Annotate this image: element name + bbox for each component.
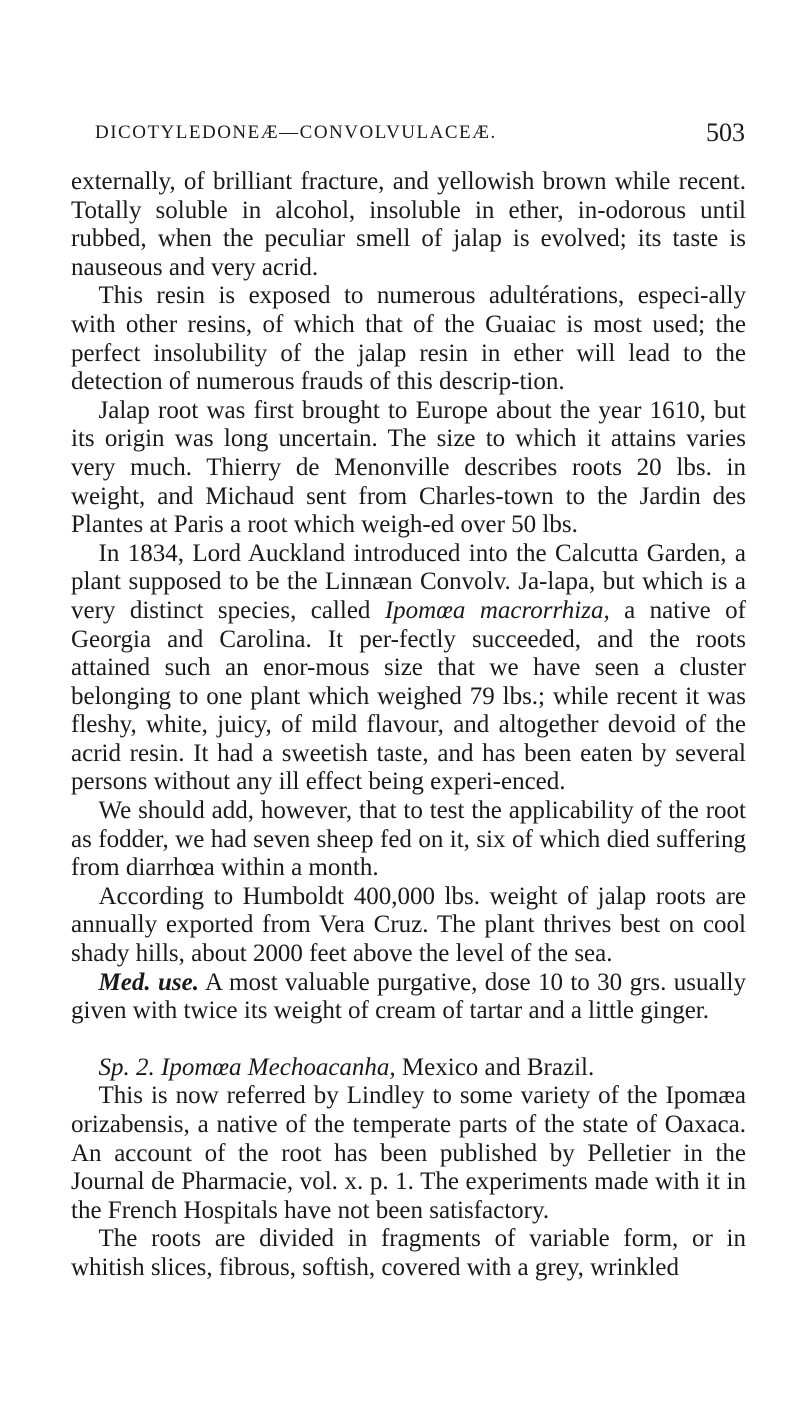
paragraph-text: Mexico and Brazil. xyxy=(395,1053,595,1081)
body-text xyxy=(71,168,746,1283)
page-number: 503 xyxy=(706,118,745,147)
paragraph-roots xyxy=(71,1225,746,1282)
paragraph-text: A most valuable purgative, dose 10 to 30 grs. usually given with twice its weight of cream of tartar and a little ginger. xyxy=(71,968,746,1025)
paragraph-adulterations xyxy=(71,282,746,396)
paragraph-continuation xyxy=(71,168,746,282)
paragraph-jalap-history xyxy=(71,397,746,540)
paragraph-humboldt xyxy=(71,883,746,969)
species-name: Ipomœa Mechoacanha, xyxy=(161,1053,396,1081)
species-number: Sp. 2. xyxy=(98,1053,155,1081)
paragraph-text: According to Humboldt 400,000 lbs. weight of jalap roots are annually exported from Vera Cruz. The plant thrives best on cool shady hills, about 2000 feet above the level of the sea. xyxy=(71,882,746,968)
section-label: Med. use. xyxy=(98,968,199,996)
running-head xyxy=(95,118,745,148)
paragraph-text: The roots are divided in fragments of variable form, or in whitish slices, fibrous, softish, covered with a grey, wrinkled xyxy=(71,1225,746,1281)
paragraph-lindley xyxy=(71,1082,746,1225)
paragraph-fodder xyxy=(71,797,746,883)
paragraph-med-use xyxy=(71,969,746,1026)
species-heading xyxy=(71,1054,746,1083)
paragraph-text: externally, of brilliant fracture, and yellowish brown while recent. Totally soluble in alcohol, insoluble in ether, in-odorous until rubbed, when the peculiar smell of jalap is evolved; its taste is nauseous and very acrid. xyxy=(71,168,746,281)
paragraph-text: We should add, however, that to test the applicability of the root as fodder, we had seven sheep fed on it, six of which died suffering from diarrhœa within a month. xyxy=(71,797,746,882)
paragraph-auckland xyxy=(71,540,746,797)
section-gap xyxy=(71,1026,746,1054)
paragraph-text: a native of Georgia and Carolina. It per-fectly succeeded, and the roots attained such an enor-mous size that we have seen a cluster belonging to one plant which weighed 79 lbs.; while recent it was fleshy, white, juicy, of mild flavour, and altogether devoid of the acrid resin. It had a sweetish taste, and has been eaten by several persons without any ill effect being experi-enced. xyxy=(71,596,747,796)
paragraph-text: This is now referred by Lindley to some variety of the Ipomæa orizabensis, a native of the temperate parts of the state of Oaxaca. An account of the root has been published by Pelletier in the Journal de Pharmacie, vol. x. p. 1. The experiments made with it in the French Hospitals have not been satisfactory. xyxy=(71,1082,746,1224)
paragraph-text: This resin is exposed to numerous adultérations, especi-ally with other resins, of which that of the Guaiac is most used; the perfect insolubility of the jalap resin in ether will lead to the detection of numerous frauds of this descrip-tion. xyxy=(71,282,746,396)
running-title: DICOTYLEDONEÆ—CONVOLVULACEÆ. xyxy=(95,122,497,143)
paragraph-text: In 1834, Lord Auckland introduced into the Calcutta Garden, a plant supposed to be the Linnæan Convolv. Ja-lapa, but which is a very distinct species, called xyxy=(71,539,746,624)
paragraph-text: Jalap root was first brought to Europe about the year 1610, but its origin was long uncertain. The size to which it attains varies very much. Thierry de Menonville describes roots 20 lbs. in weight, and Michaud sent from Charles-town to the Jardin des Plantes at Paris a root which weigh-ed over 50 lbs. xyxy=(71,396,746,539)
species-name: Ipomœa macrorrhiza, xyxy=(384,596,610,624)
